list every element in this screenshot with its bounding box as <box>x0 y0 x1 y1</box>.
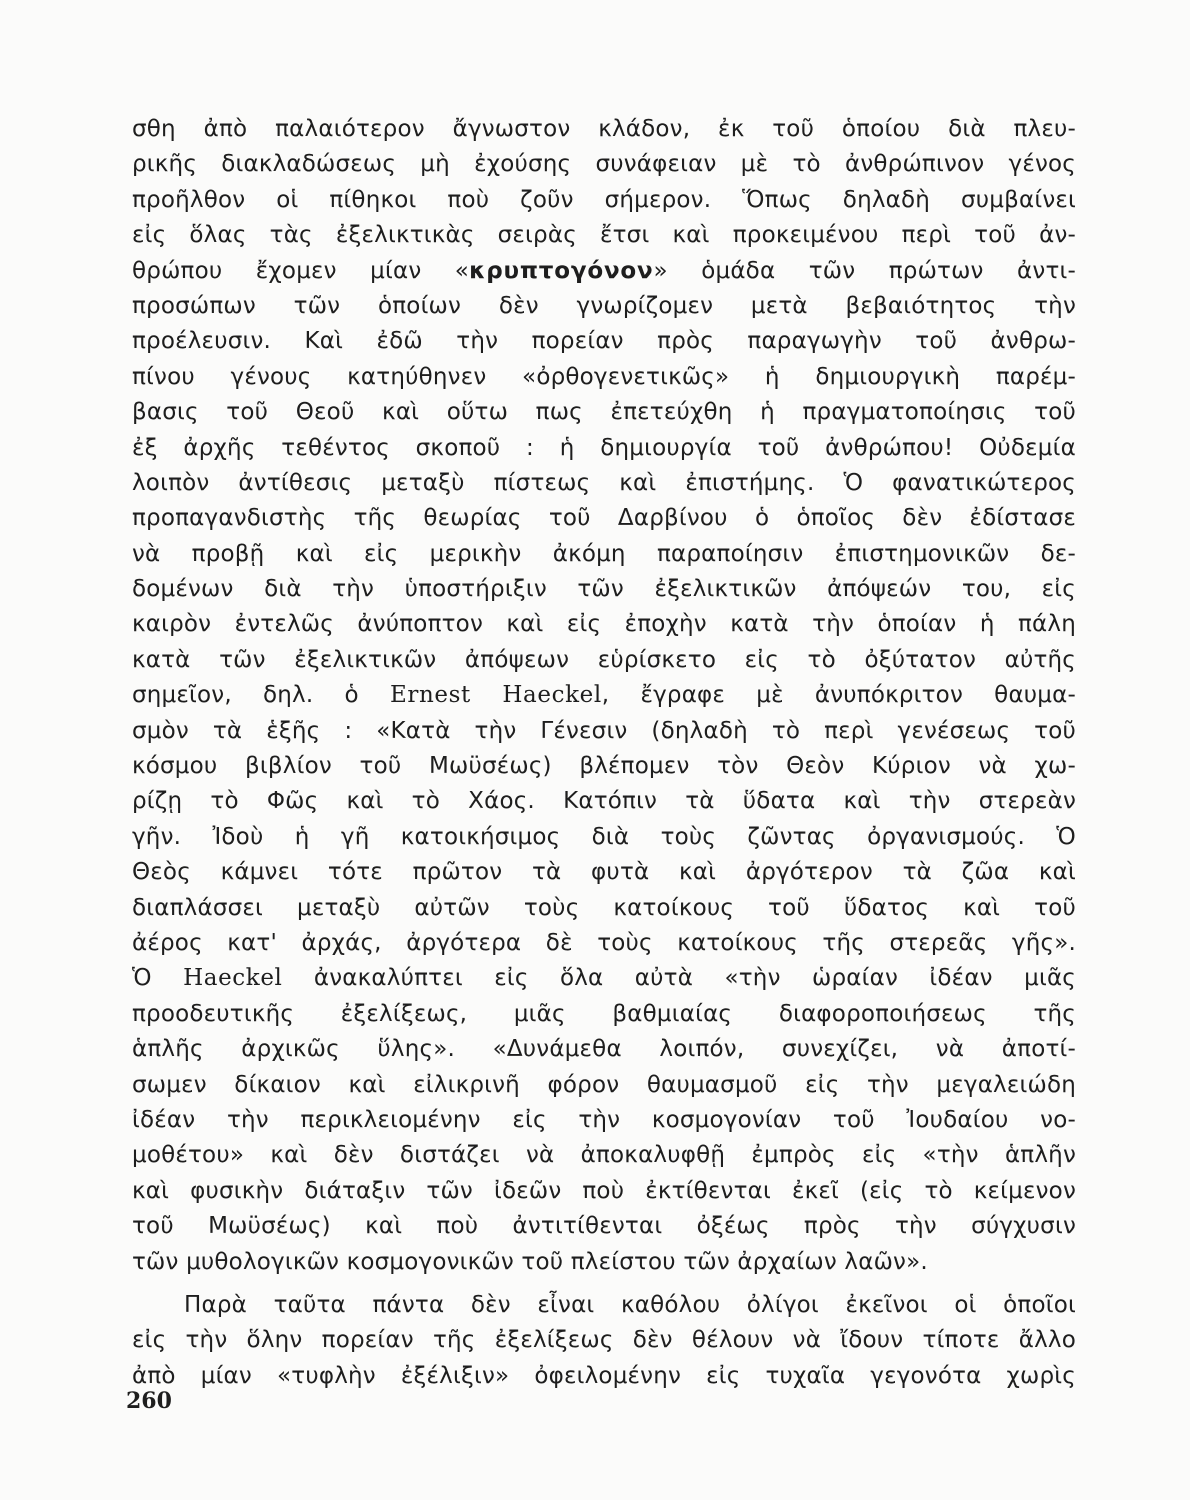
latin-name: Ernest Haeckel <box>389 682 602 709</box>
text-line: σωμεν δίκαιον καὶ εἰλικρινῆ φόρον θαυμασμοῦ εἰς τὴν μεγαλειώδη <box>132 1071 1076 1098</box>
text-fragment: , ἔγραφε μὲ ἀνυπόκριτον θαυμα- <box>601 682 1077 709</box>
text-line: ρικῆς διακλαδώσεως μὴ ἐχούσης συνάφειαν μὲ τὸ ἀνθρώπινον γένος <box>132 151 1076 178</box>
text-fragment: σημεῖον, δηλ. ὁ <box>132 682 390 709</box>
text-fragment: θρώπου ἔχομεν μίαν « <box>132 257 470 284</box>
paragraph-first-line: Παρὰ ταῦτα πάντα δὲν εἶναι καθόλου ὀλίγοι ἐκεῖνοι οἱ ὁποῖοι <box>184 1291 1076 1318</box>
text-line: καὶ φυσικὴν διάταξιν τῶν ἰδεῶν ποὺ ἐκτίθενται ἐκεῖ (εἰς τὸ κείμενον <box>132 1177 1076 1204</box>
text-line: προσώπων τῶν ὁποίων δὲν γνωρίζομεν μετὰ βεβαιότητος τὴν <box>132 292 1076 319</box>
text-line: γῆν. Ἰδοὺ ἡ γῆ κατοικήσιμος διὰ τοὺς ζῶντας ὀργανισμούς. Ὁ <box>132 823 1076 850</box>
text-line: σθη ἀπὸ παλαιότερον ἄγνωστον κλάδον, ἐκ τοῦ ὁποίου διὰ πλευ- <box>132 116 1076 142</box>
text-line: ἀέρος κατ' ἀρχάς, ἀργότερα δὲ τοὺς κατοίκους τῆς στερεᾶς γῆς». <box>132 929 1076 956</box>
text-line: σμὸν τὰ ἑξῆς : «Κατὰ τὴν Γένεσιν (δηλαδὴ τὸ περὶ γενέσεως τοῦ <box>132 717 1076 744</box>
text-line: μοθέτου» καὶ δὲν διστάζει νὰ ἀποκαλυφθῇ ἐμπρὸς εἰς «τὴν ἁπλῆν <box>132 1142 1076 1169</box>
text-line: δομένων διὰ τὴν ὑποστήριξιν τῶν ἐξελικτικῶν ἀπόψεών του, εἰς <box>132 576 1076 603</box>
text-line: εἰς ὅλας τὰς ἐξελικτικὰς σειρὰς ἔτσι καὶ προκειμένου περὶ τοῦ ἀν- <box>132 222 1076 249</box>
text-line: κατὰ τῶν ἐξελικτικῶν ἀπόψεων εὑρίσκετο εἰς τὸ ὀξύτατον αὐτῆς <box>132 646 1076 673</box>
text-line: τῶν μυθολογικῶν κοσμογονικῶν τοῦ πλείστου τῶν ἀρχαίων λαῶν». <box>132 1248 928 1275</box>
emphasized-term: κρυπτογόνον <box>469 257 654 284</box>
text-line <box>132 678 1076 713</box>
text-line <box>132 254 1076 289</box>
text-fragment: Ὁ <box>132 965 184 992</box>
body-text <box>132 112 1076 1394</box>
text-line: ἁπλῆς ἀρχικῶς ὕλης». «Δυνάμεθα λοιπόν, συνεχίζει, νὰ ἀποτί- <box>132 1036 1076 1063</box>
text-line: προέλευσιν. Καὶ ἐδῶ τὴν πορείαν πρὸς παραγωγὴν τοῦ ἀνθρω- <box>132 328 1076 355</box>
text-line: βασις τοῦ Θεοῦ καὶ οὕτω πως ἐπετεύχθη ἡ πραγματοποίησις τοῦ <box>132 399 1076 426</box>
text-fragment: » ὁμάδα τῶν πρώτων ἀντι- <box>653 257 1076 284</box>
text-line: προοδευτικῆς ἐξελίξεως, μιᾶς βαθμιαίας διαφοροποιήσεως τῆς <box>132 1000 1076 1027</box>
text-line: καιρὸν ἐντελῶς ἀνύποπτον καὶ εἰς ἐποχὴν κατὰ τὴν ὁποίαν ἡ πάλη <box>132 611 1076 638</box>
text-line: προπαγανδιστὴς τῆς θεωρίας τοῦ Δαρβίνου ὁ ὁποῖος δὲν ἐδίστασε <box>132 505 1076 532</box>
text-line: τοῦ Μωϋσέως) καὶ ποὺ ἀντιτίθενται ὀξέως πρὸς τὴν σύγχυσιν <box>132 1213 1076 1240</box>
text-line: Θεὸς κάμνει τότε πρῶτον τὰ φυτὰ καὶ ἀργότερον τὰ ζῶα καὶ <box>132 859 1076 886</box>
text-fragment: ἀνακαλύπτει εἰς ὅλα αὐτὰ «τὴν ὡραίαν ἰδέαν μιᾶς <box>282 965 1077 992</box>
text-line: πίνου γένους κατηύθηνεν «ὀρθογενετικῶς» ἡ δημιουργικὴ παρέμ- <box>132 363 1076 390</box>
text-line: λοιπὸν ἀντίθεσις μεταξὺ πίστεως καὶ ἐπιστήμης. Ὁ φανατικώτερος <box>132 469 1076 496</box>
text-line: ἀπὸ μίαν «τυφλὴν ἐξέλιξιν» ὀφειλομένην εἰς τυχαῖα γεγονότα χωρὶς <box>132 1362 1076 1389</box>
text-line: νὰ προβῇ καὶ εἰς μερικὴν ἀκόμη παραποίησιν ἐπιστημονικῶν δε- <box>132 540 1076 567</box>
text-line: ἐξ ἀρχῆς τεθέντος σκοποῦ : ἡ δημιουργία τοῦ ἀνθρώπου! Οὐδεμία <box>132 434 1076 461</box>
text-line <box>132 961 1076 996</box>
text-line: ἰδέαν τὴν περικλειομένην εἰς τὴν κοσμογονίαν τοῦ Ἰουδαίου νο- <box>132 1106 1076 1133</box>
text-line: ρίζῃ τὸ Φῶς καὶ τὸ Χάος. Κατόπιν τὰ ὕδατα καὶ τὴν στερεὰν <box>132 788 1076 815</box>
text-line: εἰς τὴν ὅλην πορείαν τῆς ἐξελίξεως δὲν θέλουν νὰ ἴδουν τίποτε ἄλλο <box>132 1327 1076 1354</box>
latin-name: Haeckel <box>183 965 283 992</box>
text-line: κόσμου βιβλίον τοῦ Μωϋσέως) βλέπομεν τὸν Θεὸν Κύριον νὰ χω- <box>132 753 1076 780</box>
page-number: 260 <box>126 1388 172 1414</box>
text-line: διαπλάσσει μεταξὺ αὐτῶν τοὺς κατοίκους τοῦ ὕδατος καὶ τοῦ <box>132 894 1076 921</box>
text-line: προῆλθον οἱ πίθηκοι ποὺ ζοῦν σήμερον. Ὅπως δηλαδὴ συμβαίνει <box>132 186 1076 213</box>
